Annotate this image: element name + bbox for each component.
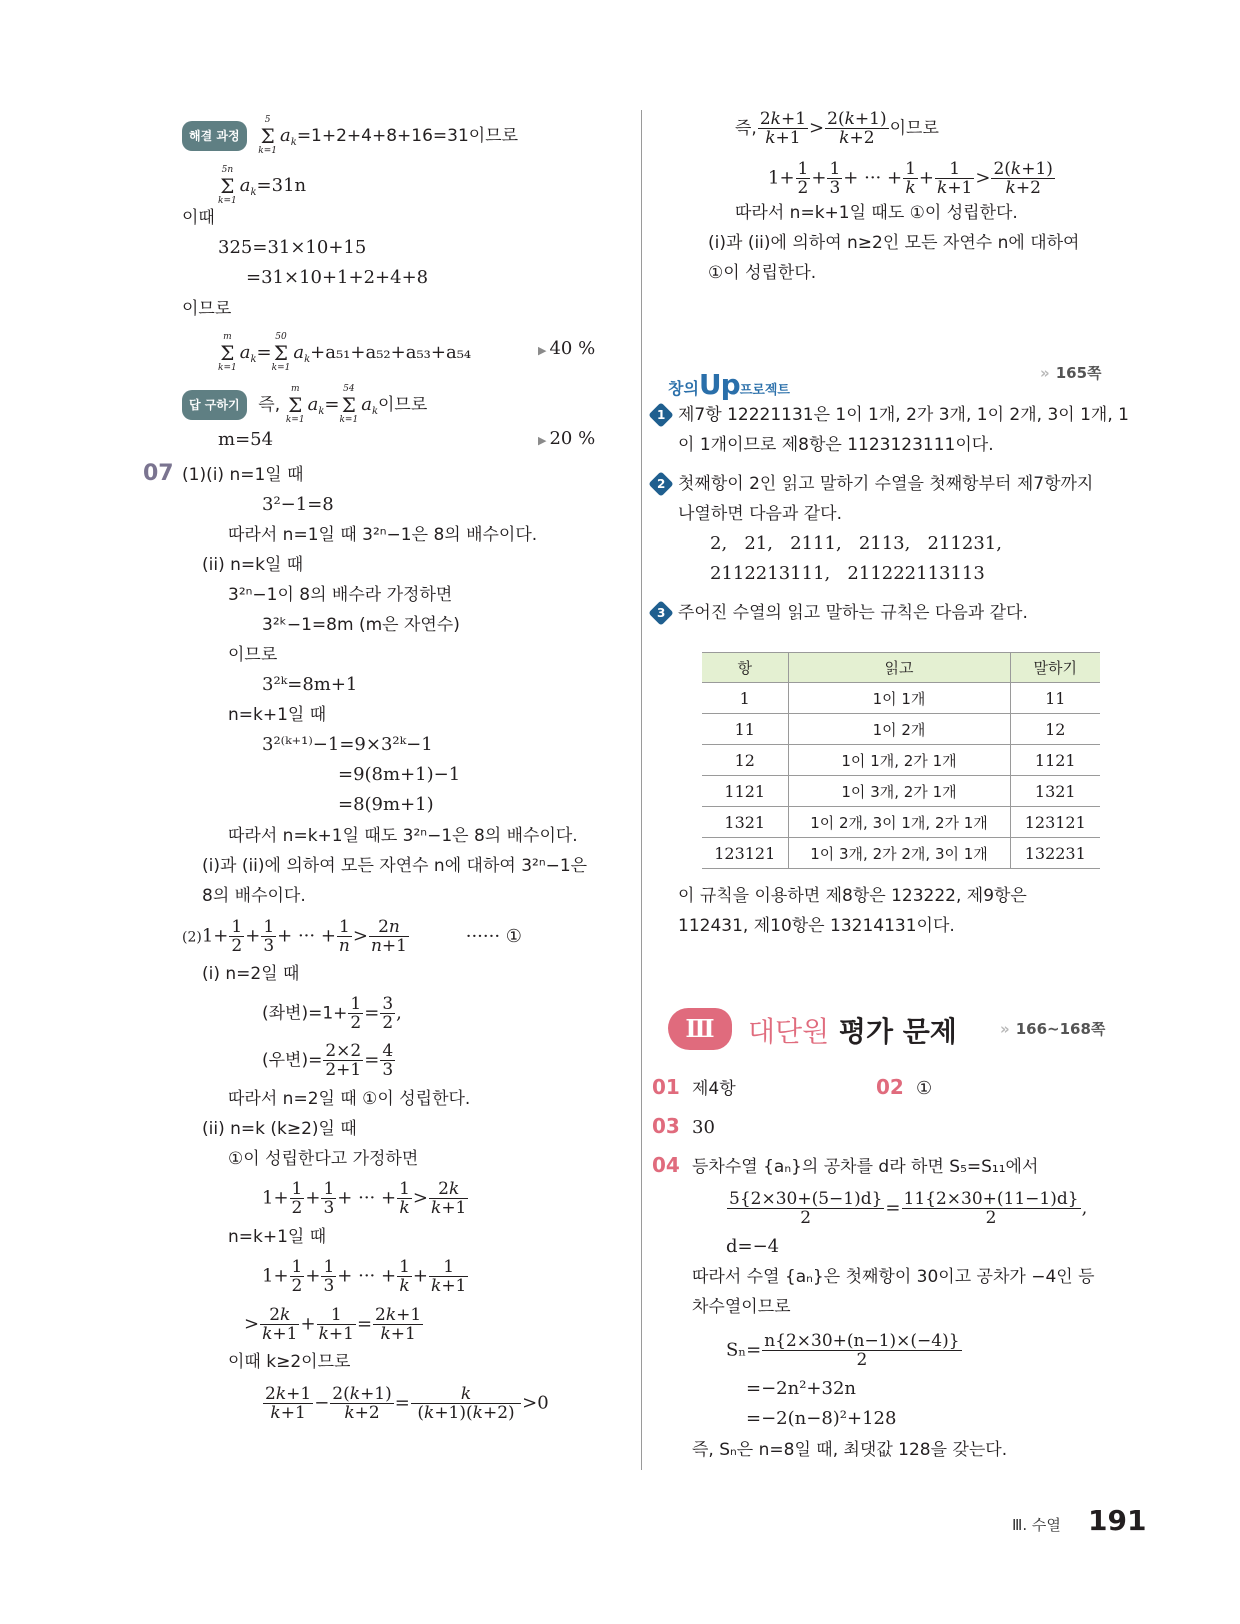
text-line: 따라서 n=k+1일 때도 ①이 성립한다. — [735, 203, 1018, 223]
equation-line: 5n Σ k=1 $a_k=31n$ — [218, 165, 307, 206]
unit-badge: Ⅲ — [668, 1008, 732, 1050]
unit-title: 대단원 평가 문제 — [748, 1015, 957, 1048]
text-line: (ii) n=k (k≥2)일 때 — [202, 1119, 357, 1139]
equation-line: 3²⁽ᵏ⁺¹⁾−1=9×3²ᵏ−1 — [262, 734, 433, 755]
text-line: (i) n=2일 때 — [202, 964, 300, 984]
text-line: 3²ⁿ−1이 8의 배수라 가정하면 — [228, 585, 453, 605]
text-line: (i)과 (ii)에 의하여 n≥2인 모든 자연수 n에 대하여 — [708, 233, 1080, 253]
equation-line: 325=31×10+15 — [218, 237, 367, 258]
table-row: 1321 1이 2개, 3이 1개, 2가 1개 123121 — [702, 807, 1100, 838]
number-2-icon: 2 — [648, 471, 673, 496]
equation-line: $\frac{2k+1}{k+1}$ − $\frac{2(k+1)}{k+2}$ = $\frac{k}{(k+1)(k+2)}$ >0 — [265, 1384, 549, 1423]
text-line: n=k+1일 때 — [228, 705, 327, 725]
sequence-line: 2, 21, 2111, 2113, 211231, — [710, 533, 1002, 554]
table-row: 1 1이 1개 11 — [702, 683, 1100, 714]
badge-process: 해결 과정 — [182, 121, 247, 151]
text-line: 112431, 제10항은 13214131이다. — [678, 916, 955, 936]
text-line: n=k+1일 때 — [228, 1227, 327, 1247]
equation-line: 1+ $\frac{1}{2}$ + $\frac{1}{3}$ + ··· + $\frac{1}{k}$ + $\frac{1}{k+1}$ — [262, 1257, 467, 1296]
text-line: 차수열이므로 — [692, 1297, 791, 1317]
table-row: 11 1이 2개 12 — [702, 714, 1100, 745]
footer-section: Ⅲ. 수열 — [1012, 1516, 1061, 1534]
table-header: 말하기 — [1010, 653, 1100, 683]
page-number: 191 — [1088, 1504, 1147, 1537]
chevron-right-icon: » — [1040, 364, 1050, 382]
equation-line: > $\frac{2k}{k+1}$ + $\frac{1}{k+1}$ = $\frac{2k+1}{k+1}$ — [244, 1305, 422, 1344]
process-line: 해결 과정 5 Σ k=1 $a_k=1+2+4+8+16=31$이므로 — [182, 115, 518, 157]
text-line: 이 1개이므로 제8항은 1123123111이다. — [678, 435, 994, 455]
equation-line: 3²−1=8 — [262, 494, 334, 515]
number-3-icon: 3 — [648, 600, 673, 625]
list-item: 3 주어진 수열의 읽고 말하는 규칙은 다음과 같다. — [652, 600, 1028, 626]
triangle-icon: ▶ — [538, 344, 547, 357]
equation-line: m Σ k=1 $a_k=$ 50 Σ k=1 $a_k+a_{51}+a_{52}+a_{53}+a_{54}$ — [218, 332, 472, 373]
equation-line: 3²ᵏ=8m+1 — [262, 674, 358, 695]
text-line: 8의 배수이다. — [202, 886, 306, 906]
page-reference: » 165쪽 — [1040, 364, 1102, 382]
score-40: ▶ 40 % — [538, 338, 596, 359]
table-row: 123121 1이 3개, 2가 2개, 3이 1개 132231 — [702, 838, 1100, 869]
equation-line: =8(9m+1) — [338, 794, 434, 815]
text-line: 따라서 n=1일 때 3²ⁿ−1은 8의 배수이다. — [228, 525, 538, 545]
equation-line: =−2(n−8)²+128 — [746, 1408, 897, 1429]
question-number: 04 — [652, 1153, 680, 1177]
table-header: 읽고 — [788, 653, 1010, 683]
text-line: 이때 — [182, 208, 215, 228]
text-line: 나열하면 다음과 같다. — [678, 504, 843, 524]
badge-answer: 답 구하기 — [182, 390, 247, 420]
sigma-symbol: 5n Σ k=1 — [218, 165, 237, 206]
text-line: 이므로 — [228, 645, 278, 665]
text-line: 따라서 n=2일 때 ①이 성립한다. — [228, 1089, 471, 1109]
look-and-say-table — [702, 652, 1100, 869]
score-20: ▶ 20 % — [538, 428, 596, 449]
triangle-icon: ▶ — [538, 434, 547, 447]
answer-text: ① — [916, 1078, 933, 1099]
answer-text: 제4항 — [692, 1079, 736, 1099]
answer-text: 등차수열 {aₙ}의 공차를 d라 하면 S₅=S₁₁에서 — [692, 1157, 1039, 1177]
table-row: 12 1이 1개, 2가 1개 1121 — [702, 745, 1100, 776]
text-line: 따라서 수열 {aₙ}은 첫째항이 30이고 공차가 −4인 등 — [692, 1267, 1095, 1287]
text-line: 이때 k≥2이므로 — [228, 1352, 351, 1372]
equation-line: m=54 — [218, 429, 274, 450]
creative-up-project-title: 창의Up프로젝트 — [668, 368, 790, 401]
equation-line: d=−4 — [726, 1236, 780, 1257]
equation-line: =31×10+1+2+4+8 — [246, 267, 429, 288]
text-line: (ii) n=k일 때 — [202, 555, 304, 575]
equation-line: =9(8m+1)−1 — [338, 764, 461, 785]
inequality-line: (2)1+ $\frac{1}{2}$ + $\frac{1}{3}$ + ··· + $\frac{1}{n}$ > $\frac{2n}{n+1}$ ······ ① — [182, 917, 522, 956]
answer-line: 답 구하기 즉, m Σ k=1 $a_k=$ 54 Σ k=1 $a_k$이므로 — [182, 384, 427, 426]
text-line: ①이 성립한다. — [708, 263, 817, 283]
equation-line: =−2n²+32n — [746, 1378, 857, 1399]
question-number: 07 — [143, 461, 174, 486]
text-line: (i)과 (ii)에 의하여 모든 자연수 n에 대하여 3²ⁿ−1은 — [202, 856, 588, 876]
equation-line: $\frac{5\{2\times 30+(5-1)d\}}{2}$ = $\frac{11\{2\times 30+(11-1)d\}}{2}$ , — [729, 1189, 1088, 1228]
answer-text: 30 — [692, 1117, 715, 1138]
text-line: 즉, Sₙ은 n=8일 때, 최댓값 128을 갖는다. — [692, 1440, 1008, 1460]
sequence-line: 2112213111, 211222113113 — [710, 563, 985, 584]
text-line: 이 규칙을 이용하면 제8항은 123222, 제9항은 — [678, 886, 1027, 906]
question-number: 01 — [652, 1075, 680, 1099]
equation-line: Sₙ= $\frac{n\{2\times 30+(n-1)\times(-4)\}}{2}$ — [726, 1331, 960, 1370]
equation-line: 1+ $\frac{1}{2}$ + $\frac{1}{3}$ + ··· + $\frac{1}{k}$ + $\frac{1}{k+1}$ > $\frac{2(k+1)}{k+2}$ — [768, 159, 1053, 198]
number-1-icon: 1 — [648, 402, 673, 427]
table-row: 1121 1이 3개, 2가 1개 1321 — [702, 776, 1100, 807]
equation-line: 1+ $\frac{1}{2}$ + $\frac{1}{3}$ + ··· + $\frac{1}{k}$ > $\frac{2k}{k+1}$ — [262, 1179, 467, 1218]
text-line: (1)(i) n=1일 때 — [182, 465, 304, 485]
list-item: 1 제7항 12221131은 1이 1개, 2가 3개, 1이 2개, 3이 1개, 1 — [652, 402, 1129, 428]
table-header: 항 — [702, 653, 788, 683]
chevron-right-icon: » — [1000, 1020, 1010, 1038]
equation-line: (우변)= $\frac{2\times 2}{2+1}$ = $\frac{4}{3}$ — [262, 1041, 394, 1080]
text-line: 3²ᵏ−1=8m (m은 자연수) — [262, 615, 460, 635]
page-reference: » 166~168쪽 — [1000, 1020, 1106, 1038]
equation-line: 즉, $\frac{2k+1}{k+1}$ > $\frac{2(k+1)}{k+2}$ 이므로 — [735, 109, 939, 148]
equation-line: (좌변)=1+ $\frac{1}{2}$ = $\frac{3}{2}$ , — [262, 994, 402, 1033]
text-line: ①이 성립한다고 가정하면 — [228, 1149, 419, 1169]
text-line: 이므로 — [182, 299, 232, 319]
question-number: 02 — [876, 1075, 904, 1099]
column-divider — [641, 110, 642, 1470]
text-line: 따라서 n=k+1일 때도 3²ⁿ−1은 8의 배수이다. — [228, 826, 578, 846]
sigma-symbol: 5 Σ k=1 — [258, 115, 278, 156]
question-number: 03 — [652, 1114, 680, 1138]
list-item: 2 첫째항이 2인 읽고 말하기 수열을 첫째항부터 제7항까지 — [652, 471, 1093, 497]
